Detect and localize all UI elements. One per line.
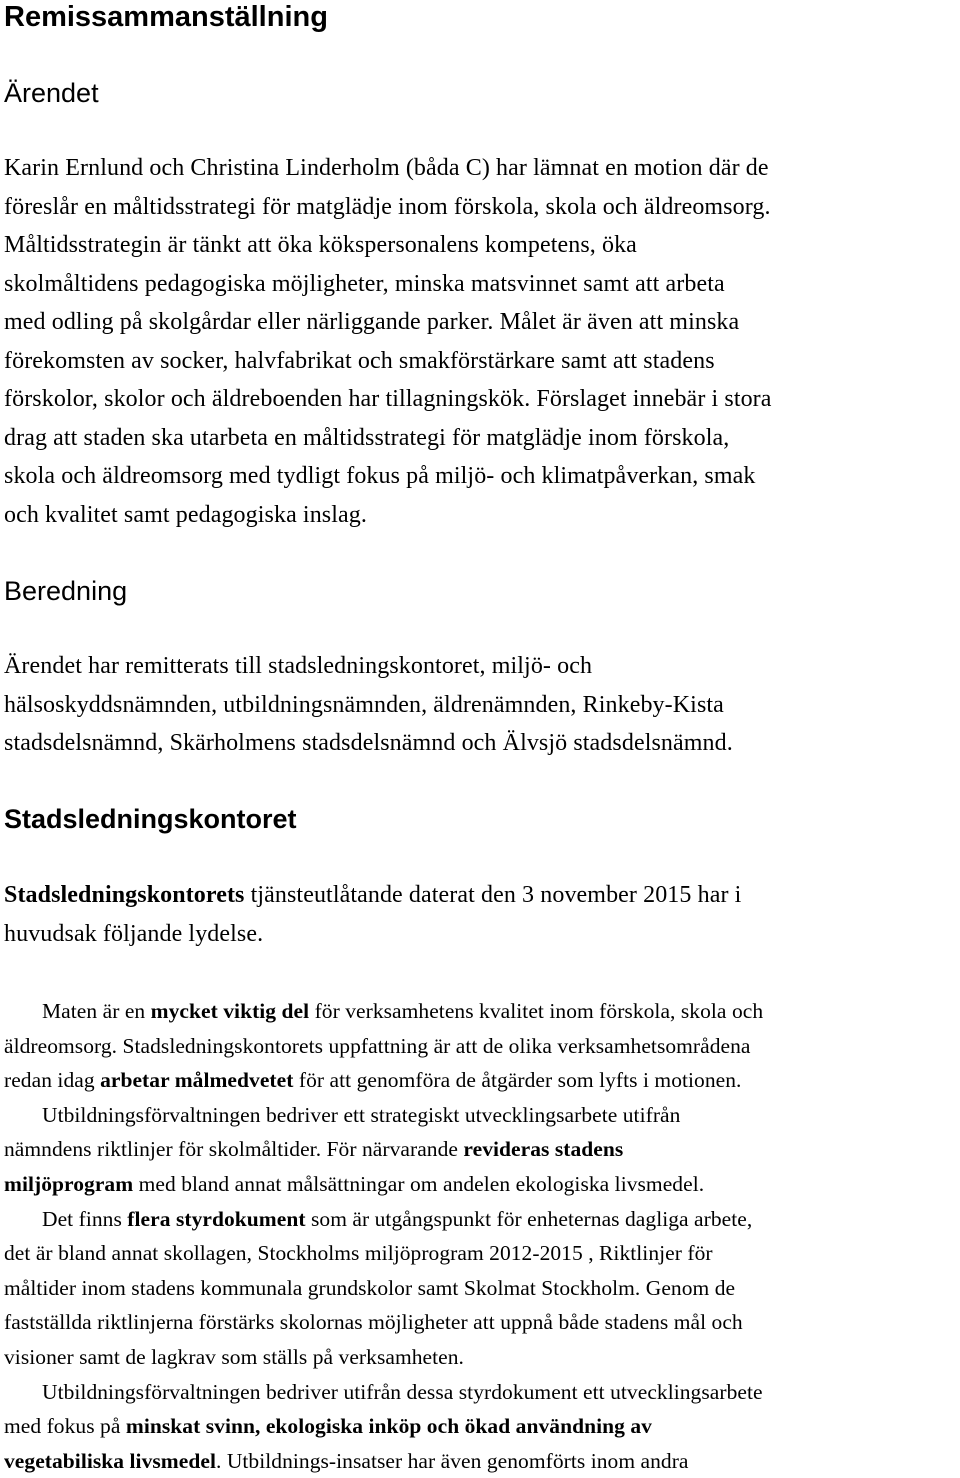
text-line: och kvalitet samt pedagogiska inslag. (4, 501, 367, 528)
text-span: redan idag (4, 1068, 101, 1093)
text-line (4, 1444, 960, 1478)
text-span: med fokus på (4, 1414, 126, 1439)
text-line: föreslår en måltidsstrategi för matglädje inom förskola, skola och äldreomsorg. (4, 193, 771, 220)
beredning-paragraph (4, 647, 960, 763)
bold-text: arbetar målmedvetet (100, 1068, 294, 1093)
text-span: . Utbildnings-insatser har även genomförts inom andra (215, 1448, 689, 1473)
text-span: Maten är en (42, 999, 151, 1023)
document-title: Remissammanställning (4, 1, 328, 33)
text-line (4, 1132, 960, 1167)
text-line: förekomsten av socker, halvfabrikat och smakförstärkare samt att stadens (4, 347, 715, 374)
text-span: för att genomföra de åtgärder som lyfts i motionen. (293, 1068, 742, 1093)
text-line: förskolor, skolor och äldreboenden har tillagningskök. Förslaget innebär i stora (4, 386, 772, 412)
text-line (4, 1063, 960, 1098)
text-line: måltider inom stadens kommunala grundskolor samt Skolmat Stockholm. Genom de (4, 1275, 736, 1300)
text-line (4, 994, 960, 1029)
text-line: visioner samt de lagkrav som ställs på verksamheten. (4, 1344, 464, 1369)
quoted-statement (4, 994, 960, 1478)
text-line (4, 1202, 960, 1237)
text-span: för verksamhetens kvalitet inom förskola, skola och (309, 999, 764, 1023)
text-line: skolmåltidens pedagogiska möjligheter, minska matsvinnet samt att arbeta (4, 270, 725, 297)
text-line: stadsdelsnämnd, Skärholmens stadsdelsnämnd och Älvsjö stadsdelsnämnd. (4, 730, 733, 756)
text-span: som är utgångspunkt för enheternas dagliga arbete, (305, 1206, 753, 1231)
heading-stadsledningskontoret: Stadsledningskontoret (4, 804, 297, 834)
arendet-paragraph (4, 149, 960, 534)
bold-text: miljöprogram (4, 1171, 134, 1196)
text-line: Utbildningsförvaltningen bedriver ett strategiskt utvecklingsarbete utifrån (42, 1102, 681, 1127)
text-span: tjänsteutlåtande daterat den 3 november 2015 har i (244, 882, 742, 908)
text-span: Det finns (42, 1206, 128, 1231)
text-line: huvudsak följande lydelse. (4, 920, 264, 947)
text-line: skola och äldreomsorg med tydligt fokus på miljö- och klimatpåverkan, smak (4, 463, 756, 489)
bold-text: vegetabiliska livsmedel (4, 1448, 216, 1473)
bold-text: mycket viktig del (150, 999, 310, 1023)
text-line: drag att staden ska utarbeta en måltidsstrategi för matglädje inom förskola, (4, 424, 730, 451)
bold-text: revideras stadens (463, 1137, 624, 1162)
text-line (4, 876, 960, 915)
text-line: med odling på skolgårdar eller närliggande parker. Målet är även att minska (4, 309, 740, 335)
bold-text: Stadsledningskontorets (4, 882, 245, 908)
text-line: äldreomsorg. Stadsledningskontorets uppfattning är att de olika verksamhetsområdena (4, 1033, 751, 1058)
text-line: Ärendet har remitterats till stadsledningskontoret, miljö- och (4, 653, 593, 679)
text-line: det är bland annat skollagen, Stockholms miljöprogram 2012-2015 , Riktlinjer för (4, 1241, 713, 1266)
bold-text: flera styrdokument (127, 1206, 306, 1231)
text-line: Karin Ernlund och Christina Linderholm (båda C) har lämnat en motion där de (4, 155, 769, 181)
heading-arendet: Ärendet (4, 78, 99, 108)
slk-intro-paragraph (4, 876, 960, 953)
text-span: med bland annat målsättningar om andelen ekologiska livsmedel. (133, 1171, 705, 1196)
text-line (4, 1409, 960, 1444)
text-line: Utbildningsförvaltningen bedriver utifrån dessa styrdokument ett utvecklingsarbete (42, 1379, 763, 1404)
text-line (4, 1167, 960, 1202)
text-line: Måltidsstrategin är tänkt att öka kökspersonalens kompetens, öka (4, 232, 637, 258)
heading-beredning: Beredning (4, 576, 128, 606)
text-line: hälsoskyddsnämnden, utbildningsnämnden, äldrenämnden, Rinkeby-Kista (4, 691, 724, 718)
text-line: fastställda riktlinjerna förstärks skolornas möjligheter att uppnå både stadens mål och (4, 1310, 743, 1335)
bold-text: minskat svinn, ekologiska inköp och ökad användning av (125, 1414, 652, 1439)
text-span: nämndens riktlinjer för skolmåltider. För närvarande (4, 1137, 464, 1162)
